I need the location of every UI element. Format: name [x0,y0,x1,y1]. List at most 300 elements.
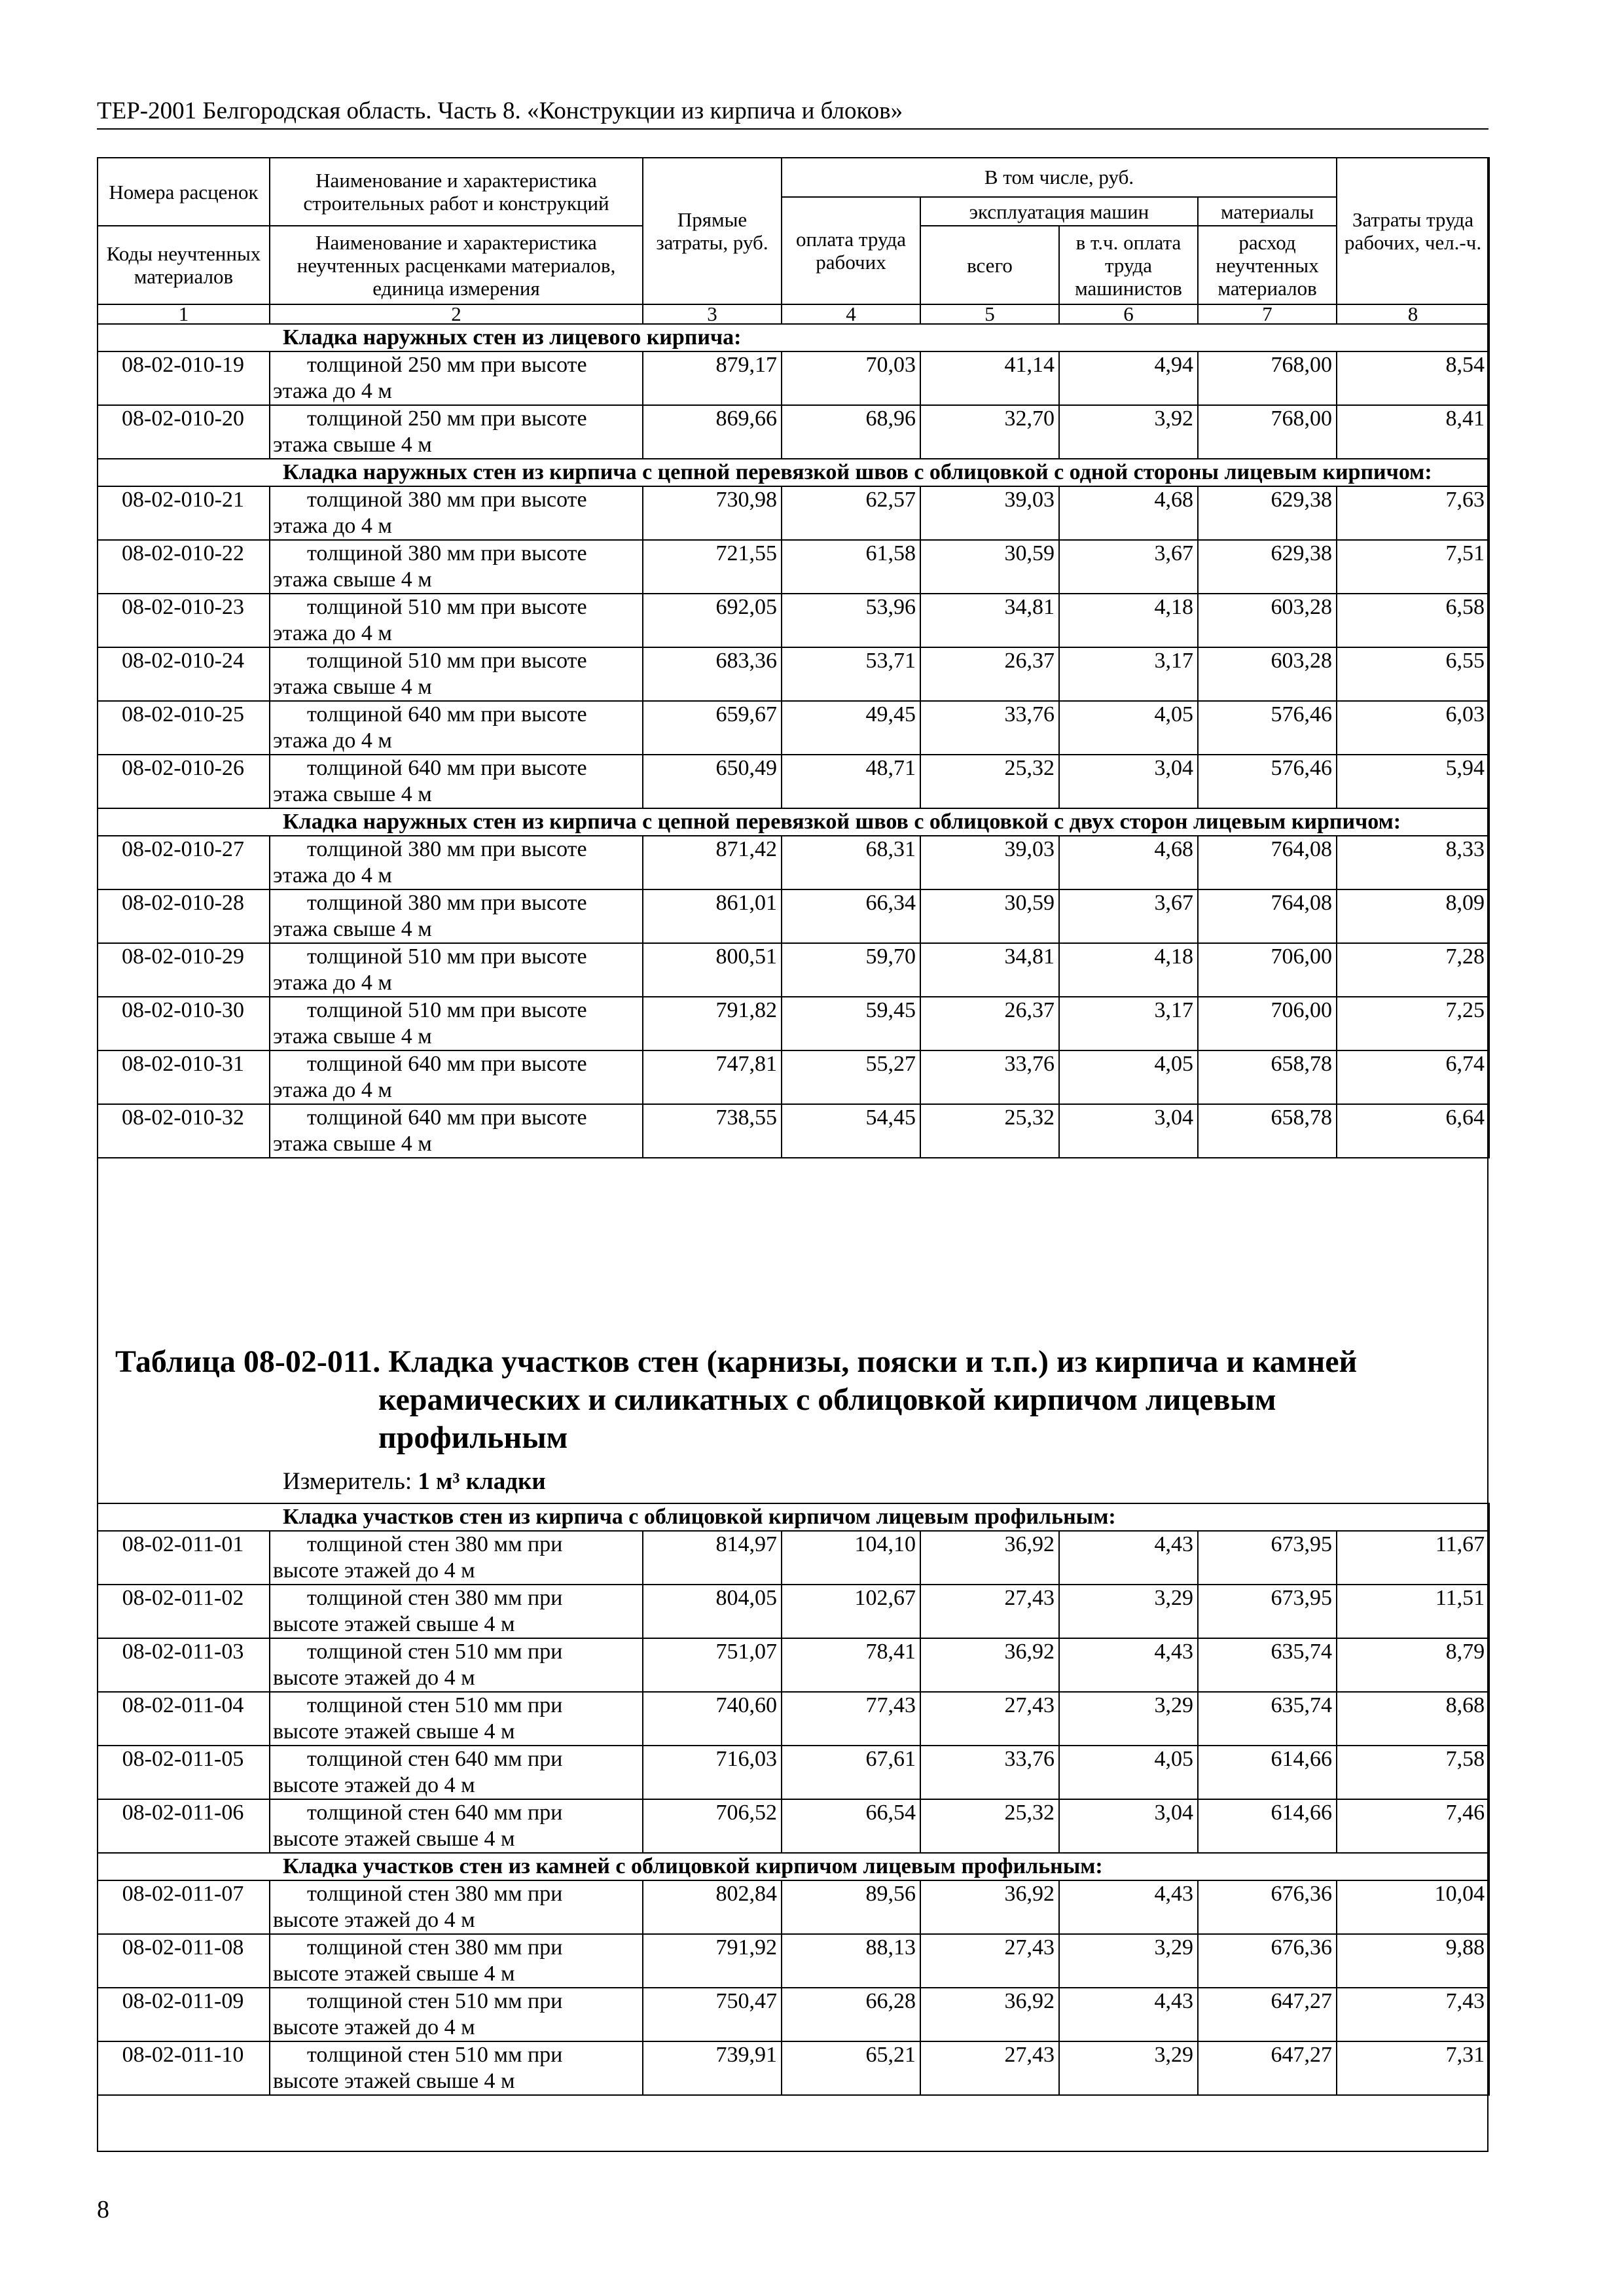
worker-pay: 49,45 [782,701,920,755]
header-including: В том числе, руб. [782,158,1337,197]
rate-code: 08-02-010-24 [98,647,270,701]
table-row [98,1799,1489,1853]
machine-total: 36,92 [920,1531,1059,1585]
machinist-pay: 4,68 [1059,486,1198,540]
work-description [270,540,643,594]
materials-cost: 603,28 [1198,647,1337,701]
header-unaccounted-codes: Коды неучтенных материалов [98,226,270,304]
rate-code: 08-02-010-31 [98,1050,270,1104]
table-row [98,1692,1489,1746]
work-description-line-2: этажа до 4 м [273,514,392,538]
work-description [270,1050,643,1104]
machine-total: 27,43 [920,1585,1059,1638]
materials-cost: 603,28 [1198,594,1337,647]
materials-cost: 706,00 [1198,943,1337,997]
work-description [270,647,643,701]
materials-cost: 706,00 [1198,997,1337,1050]
header-worker-pay: оплата труда рабочих [782,197,920,304]
machine-total: 27,43 [920,1934,1059,1988]
column-number: 3 [643,304,782,324]
labor-hours: 11,51 [1337,1585,1489,1638]
direct-cost: 659,67 [643,701,782,755]
page-number: 8 [97,2196,109,2223]
direct-cost: 740,60 [643,1692,782,1746]
machinist-pay: 4,18 [1059,943,1198,997]
labor-hours: 9,88 [1337,1934,1489,1988]
materials-cost: 647,27 [1198,2041,1337,2095]
rate-code: 08-02-010-28 [98,889,270,943]
rate-code: 08-02-011-07 [98,1880,270,1934]
work-description-line-2: высоте этажей свыше 4 м [273,1719,515,1744]
labor-hours: 8,79 [1337,1638,1489,1692]
worker-pay: 68,96 [782,405,920,459]
direct-cost: 716,03 [643,1746,782,1799]
measure-value: 1 м³ кладки [418,1468,546,1495]
column-number: 2 [270,304,643,324]
work-description-line-2: этажа свыше 4 м [273,1132,432,1156]
direct-cost: 871,42 [643,836,782,889]
machinist-pay: 3,29 [1059,1692,1198,1746]
direct-cost: 739,91 [643,2041,782,2095]
work-description-line-1: толщиной 640 мм при высоте [307,1105,587,1130]
materials-cost: 629,38 [1198,540,1337,594]
machinist-pay: 3,04 [1059,755,1198,808]
header-materials: материалы [1198,197,1337,226]
machine-total: 39,03 [920,836,1059,889]
machinist-pay: 3,17 [1059,997,1198,1050]
labor-hours: 7,25 [1337,997,1489,1050]
machinist-pay: 3,67 [1059,889,1198,943]
rate-code: 08-02-010-19 [98,351,270,405]
direct-cost: 791,82 [643,997,782,1050]
work-description [270,1988,643,2041]
work-description-line-1: толщиной 640 мм при высоте [307,702,587,726]
work-description-line-1: толщиной 250 мм при высоте [307,406,587,431]
materials-cost: 676,36 [1198,1934,1337,1988]
machinist-pay: 4,43 [1059,1531,1198,1585]
section-title: Кладка наружных стен из лицевого кирпича: [98,324,1489,351]
rates-table-08-02-011 [97,1503,1490,2096]
machine-total: 36,92 [920,1880,1059,1934]
measure-label: Измеритель: [283,1468,412,1495]
worker-pay: 78,41 [782,1638,920,1692]
labor-hours: 8,09 [1337,889,1489,943]
labor-hours: 5,94 [1337,755,1489,808]
worker-pay: 66,54 [782,1799,920,1853]
work-description-line-2: высоте этажей до 4 м [273,2015,475,2039]
column-number: 8 [1337,304,1489,324]
table-row [98,351,1489,405]
section-row [98,324,1489,351]
table-row [98,755,1489,808]
table-row [98,1746,1489,1799]
section-row [98,1503,1489,1531]
work-description-line-2: этажа свыше 4 м [273,567,432,592]
labor-hours: 8,68 [1337,1692,1489,1746]
worker-pay: 67,61 [782,1746,920,1799]
machine-total: 33,76 [920,1746,1059,1799]
machine-total: 25,32 [920,1104,1059,1158]
materials-cost: 764,08 [1198,836,1337,889]
worker-pay: 66,34 [782,889,920,943]
work-description [270,1934,643,1988]
machinist-pay: 3,17 [1059,647,1198,701]
materials-cost: 676,36 [1198,1880,1337,1934]
materials-cost: 764,08 [1198,889,1337,943]
work-description [270,486,643,540]
work-description [270,2041,643,2095]
work-description [270,701,643,755]
machine-total: 27,43 [920,1692,1059,1746]
materials-cost: 614,66 [1198,1746,1337,1799]
worker-pay: 62,57 [782,486,920,540]
work-description-line-1: толщиной стен 640 мм при [307,1747,563,1771]
materials-cost: 768,00 [1198,351,1337,405]
direct-cost: 861,01 [643,889,782,943]
direct-cost: 683,36 [643,647,782,701]
work-description-line-1: толщиной стен 510 мм при [307,1640,563,1664]
machine-total: 25,32 [920,1799,1059,1853]
direct-cost: 750,47 [643,1988,782,2041]
machine-total: 26,37 [920,647,1059,701]
header-labor-costs: Затраты труда рабочих, чел.-ч. [1337,158,1489,304]
machinist-pay: 4,05 [1059,1050,1198,1104]
machine-total: 30,59 [920,889,1059,943]
worker-pay: 70,03 [782,351,920,405]
worker-pay: 66,28 [782,1988,920,2041]
column-number: 1 [98,304,270,324]
machine-total: 41,14 [920,351,1059,405]
direct-cost: 869,66 [643,405,782,459]
rate-code: 08-02-011-08 [98,1934,270,1988]
table-row [98,1585,1489,1638]
table-title-line-2: керамических и силикатных с облицовкой кирпичом лицевым профильным [378,1382,1276,1455]
rate-code: 08-02-010-32 [98,1104,270,1158]
work-description-line-1: толщиной 380 мм при высоте [307,488,587,512]
rate-code: 08-02-010-20 [98,405,270,459]
machinist-pay: 3,04 [1059,1104,1198,1158]
table-row [98,1104,1489,1158]
header-machinist-pay: в т.ч. оплата труда машинистов [1059,226,1198,304]
worker-pay: 68,31 [782,836,920,889]
machinist-pay: 4,43 [1059,1880,1198,1934]
machine-total: 26,37 [920,997,1059,1050]
section-row [98,1853,1489,1880]
materials-cost: 576,46 [1198,701,1337,755]
column-number-row [98,304,1489,324]
worker-pay: 89,56 [782,1880,920,1934]
worker-pay: 53,96 [782,594,920,647]
work-description-line-2: этажа до 4 м [273,379,392,403]
table-row [98,594,1489,647]
work-description-line-2: этажа свыше 4 м [273,917,432,941]
table-row [98,701,1489,755]
column-number: 5 [920,304,1059,324]
machinist-pay: 4,94 [1059,351,1198,405]
work-description-line-1: толщиной 250 мм при высоте [307,353,587,377]
work-description [270,405,643,459]
table-row [98,1638,1489,1692]
worker-pay: 59,45 [782,997,920,1050]
work-description-line-2: этажа свыше 4 м [273,1024,432,1049]
table-row [98,1880,1489,1934]
materials-cost: 768,00 [1198,405,1337,459]
direct-cost: 747,81 [643,1050,782,1104]
machine-total: 27,43 [920,2041,1059,2095]
header-unaccounted-names: Наименование и характеристика неучтенных расценками материалов, единица измерения [270,226,643,304]
materials-cost: 658,78 [1198,1104,1337,1158]
work-description-line-2: этажа до 4 м [273,621,392,645]
column-number: 7 [1198,304,1337,324]
rate-code: 08-02-010-23 [98,594,270,647]
direct-cost: 650,49 [643,755,782,808]
table-title [115,1343,1464,1457]
column-number: 6 [1059,304,1198,324]
labor-hours: 8,41 [1337,405,1489,459]
table-row [98,486,1489,540]
machinist-pay: 4,18 [1059,594,1198,647]
direct-cost: 814,97 [643,1531,782,1585]
machinist-pay: 3,29 [1059,2041,1198,2095]
work-description [270,1585,643,1638]
worker-pay: 65,21 [782,2041,920,2095]
labor-hours: 7,43 [1337,1988,1489,2041]
work-description-line-1: толщиной стен 380 мм при [307,1935,563,1960]
work-description-line-1: толщиной 380 мм при высоте [307,541,587,565]
machine-total: 33,76 [920,701,1059,755]
work-description [270,1799,643,1853]
table-row [98,1531,1489,1585]
worker-pay: 59,70 [782,943,920,997]
rate-code: 08-02-011-03 [98,1638,270,1692]
header-rate-number: Номера расценок [98,158,270,226]
work-description-line-2: этажа свыше 4 м [273,433,432,457]
work-description-line-2: высоте этажей свыше 4 м [273,1612,515,1636]
rate-code: 08-02-010-30 [98,997,270,1050]
machine-total: 25,32 [920,755,1059,808]
measure-unit [283,1467,546,1496]
machine-total: 34,81 [920,594,1059,647]
materials-cost: 629,38 [1198,486,1337,540]
table-row [98,647,1489,701]
labor-hours: 6,74 [1337,1050,1489,1104]
labor-hours: 8,33 [1337,836,1489,889]
work-description [270,1746,643,1799]
labor-hours: 7,28 [1337,943,1489,997]
rate-code: 08-02-011-02 [98,1585,270,1638]
column-number: 4 [782,304,920,324]
work-description [270,1692,643,1746]
machinist-pay: 3,04 [1059,1799,1198,1853]
machinist-pay: 3,92 [1059,405,1198,459]
work-description-line-2: этажа до 4 м [273,1078,392,1102]
table-row [98,836,1489,889]
materials-cost: 673,95 [1198,1531,1337,1585]
page-header: ТЕР-2001 Белгородская область. Часть 8. «Конструкции из кирпича и блоков» [97,96,1489,130]
worker-pay: 53,71 [782,647,920,701]
work-description-line-1: толщиной 380 мм при высоте [307,891,587,915]
work-description-line-1: толщиной стен 380 мм при [307,1532,563,1556]
machinist-pay: 4,05 [1059,1746,1198,1799]
rate-code: 08-02-011-04 [98,1692,270,1746]
table-row [98,1934,1489,1988]
machinist-pay: 4,68 [1059,836,1198,889]
work-description [270,1880,643,1934]
labor-hours: 6,64 [1337,1104,1489,1158]
machine-total: 30,59 [920,540,1059,594]
worker-pay: 77,43 [782,1692,920,1746]
rates-table-08-02-010 [97,157,1490,1158]
worker-pay: 48,71 [782,755,920,808]
rate-code: 08-02-011-05 [98,1746,270,1799]
work-description-line-2: этажа до 4 м [273,863,392,888]
section-title: Кладка наружных стен из кирпича с цепной перевязкой швов с облицовкой с одной стороны лицевым кирпичом: [98,459,1489,486]
header-machine-operation: эксплуатация машин [920,197,1198,226]
work-description-line-2: этажа свыше 4 м [273,782,432,806]
direct-cost: 791,92 [643,1934,782,1988]
section-row [98,808,1489,836]
materials-cost: 673,95 [1198,1585,1337,1638]
work-description-line-1: толщиной стен 510 мм при [307,1693,563,1717]
work-description [270,594,643,647]
work-description-line-2: высоте этажей до 4 м [273,1908,475,1932]
header-unaccounted-consumption: расход неучтенных материалов [1198,226,1337,304]
direct-cost: 692,05 [643,594,782,647]
work-description [270,997,643,1050]
rate-code: 08-02-010-25 [98,701,270,755]
worker-pay: 88,13 [782,1934,920,1988]
section-title: Кладка участков стен из кирпича с облицовкой кирпичом лицевым профильным: [98,1503,1489,1531]
rate-code: 08-02-010-21 [98,486,270,540]
work-description-line-2: этажа до 4 м [273,728,392,753]
work-description-line-2: высоте этажей свыше 4 м [273,1827,515,1851]
machinist-pay: 3,29 [1059,1585,1198,1638]
rate-code: 08-02-011-09 [98,1988,270,2041]
worker-pay: 55,27 [782,1050,920,1104]
section-title: Кладка наружных стен из кирпича с цепной перевязкой швов с облицовкой с двух сторон лицевым кирпичом: [98,808,1489,836]
labor-hours: 7,58 [1337,1746,1489,1799]
direct-cost: 802,84 [643,1880,782,1934]
machine-total: 34,81 [920,943,1059,997]
work-description-line-2: высоте этажей до 4 м [273,1773,475,1797]
table-row [98,889,1489,943]
materials-cost: 658,78 [1198,1050,1337,1104]
table-row [98,1050,1489,1104]
rate-code: 08-02-010-29 [98,943,270,997]
work-description-line-1: толщиной стен 640 мм при [307,1801,563,1825]
work-description [270,836,643,889]
direct-cost: 879,17 [643,351,782,405]
rate-code: 08-02-011-01 [98,1531,270,1585]
materials-cost: 635,74 [1198,1638,1337,1692]
work-description [270,1531,643,1585]
rate-code: 08-02-010-22 [98,540,270,594]
rate-code: 08-02-010-27 [98,836,270,889]
labor-hours: 7,63 [1337,486,1489,540]
work-description-line-1: толщиной 380 мм при высоте [307,837,587,861]
work-description-line-1: толщиной 510 мм при высоте [307,649,587,673]
machinist-pay: 3,29 [1059,1934,1198,1988]
work-description-line-1: толщиной стен 510 мм при [307,2043,563,2067]
labor-hours: 10,04 [1337,1880,1489,1934]
machine-total: 36,92 [920,1988,1059,2041]
rate-code: 08-02-011-06 [98,1799,270,1853]
labor-hours: 8,54 [1337,351,1489,405]
table-row [98,943,1489,997]
table-row [98,1988,1489,2041]
rate-code: 08-02-011-10 [98,2041,270,2095]
work-description-line-2: этажа до 4 м [273,971,392,995]
labor-hours: 7,31 [1337,2041,1489,2095]
labor-hours: 6,58 [1337,594,1489,647]
materials-cost: 576,46 [1198,755,1337,808]
work-description-line-2: этажа свыше 4 м [273,675,432,699]
table-row [98,405,1489,459]
machine-total: 33,76 [920,1050,1059,1104]
work-description [270,889,643,943]
machinist-pay: 4,43 [1059,1638,1198,1692]
direct-cost: 800,51 [643,943,782,997]
work-description [270,1638,643,1692]
work-description [270,755,643,808]
direct-cost: 751,07 [643,1638,782,1692]
materials-cost: 635,74 [1198,1692,1337,1746]
labor-hours: 6,55 [1337,647,1489,701]
section-title: Кладка участков стен из камней с облицовкой кирпичом лицевым профильным: [98,1853,1489,1880]
machine-total: 39,03 [920,486,1059,540]
work-description-line-1: толщиной 510 мм при высоте [307,998,587,1022]
section-row [98,459,1489,486]
rate-code: 08-02-010-26 [98,755,270,808]
work-description [270,351,643,405]
work-description-line-1: толщиной 640 мм при высоте [307,756,587,780]
worker-pay: 104,10 [782,1531,920,1585]
direct-cost: 730,98 [643,486,782,540]
worker-pay: 54,45 [782,1104,920,1158]
work-description-line-2: высоте этажей до 4 м [273,1666,475,1690]
direct-cost: 804,05 [643,1585,782,1638]
machinist-pay: 4,05 [1059,701,1198,755]
labor-hours: 6,03 [1337,701,1489,755]
work-description-line-1: толщиной 510 мм при высоте [307,595,587,619]
labor-hours: 11,67 [1337,1531,1489,1585]
work-description-line-2: высоте этажей свыше 4 м [273,1962,515,1986]
machinist-pay: 4,43 [1059,1988,1198,2041]
header-total: всего [920,226,1059,304]
header-direct-cost: Прямые затраты, руб. [643,158,782,304]
work-description-line-1: толщиной 510 мм при высоте [307,944,587,969]
materials-cost: 647,27 [1198,1988,1337,2041]
direct-cost: 721,55 [643,540,782,594]
table-row [98,540,1489,594]
work-description-line-1: толщиной стен 380 мм при [307,1586,563,1610]
work-description [270,1104,643,1158]
machinist-pay: 3,67 [1059,540,1198,594]
direct-cost: 738,55 [643,1104,782,1158]
work-description-line-1: толщиной 640 мм при высоте [307,1052,587,1076]
materials-cost: 614,66 [1198,1799,1337,1853]
work-description-line-1: толщиной стен 380 мм при [307,1882,563,1906]
worker-pay: 102,67 [782,1585,920,1638]
work-description-line-2: высоте этажей свыше 4 м [273,2069,515,2093]
direct-cost: 706,52 [643,1799,782,1853]
table-row [98,997,1489,1050]
work-description-line-1: толщиной стен 510 мм при [307,1989,563,2013]
machine-total: 36,92 [920,1638,1059,1692]
machine-total: 32,70 [920,405,1059,459]
worker-pay: 61,58 [782,540,920,594]
labor-hours: 7,51 [1337,540,1489,594]
